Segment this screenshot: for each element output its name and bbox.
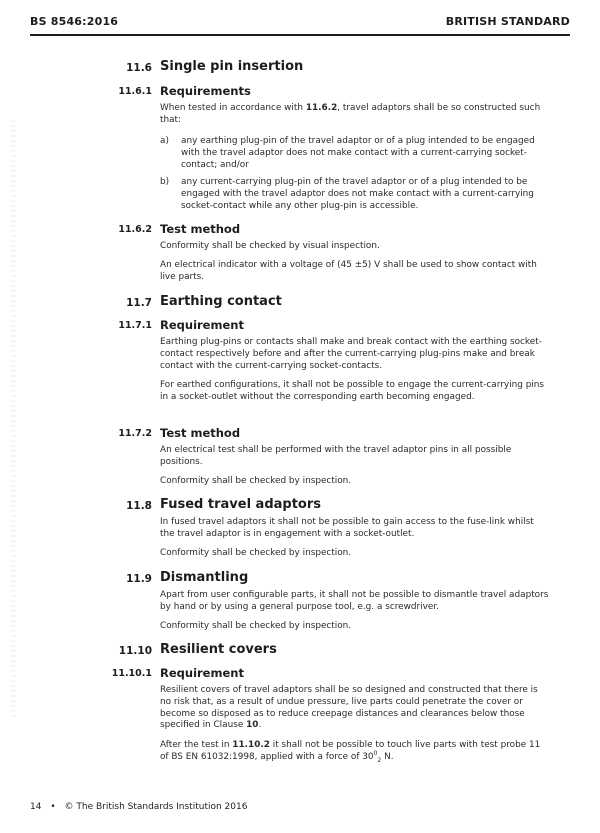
paragraph: When tested in accordance with 11.6.2, travel adaptors shall be so constructed such that:	[160, 103, 541, 125]
clause-title-11-6: Single pin insertion	[160, 59, 304, 74]
clause-title-11-7-2: Test method	[160, 426, 241, 440]
clause-title-11-6-1: Requirements	[160, 84, 251, 98]
paragraph: Conformity shall be checked by inspection.	[160, 476, 352, 486]
list-item-label: b)	[160, 177, 170, 187]
clause-number-11-7-2: 11.7.2	[118, 428, 152, 439]
paragraph: For earthed configurations, it shall not be possible to engage the current-carrying pins in a socket-outlet without the corresponding earth becoming engaged.	[160, 380, 545, 402]
page-number: 14	[30, 802, 42, 812]
list-item: any current-carrying plug-pin of the travel adaptor or of a plug intended to be engaged with the travel adaptor does not make contact with a current-carrying socket-contact while any other plug-pin is accessible.	[181, 177, 534, 211]
paragraph: Earthing plug-pins or contacts shall make and break contact with the earthing socket-contact respectively before and after the current-carrying plug-pins make and break contact with the current-carrying socket-contacts.	[160, 337, 542, 371]
paragraph: An electrical test shall be performed with the travel adaptor pins in all possible positions.	[160, 445, 512, 467]
paragraph: Conformity shall be checked by inspection.	[160, 548, 352, 558]
clause-title-11-7-1: Requirement	[160, 318, 244, 332]
clause-number-11-9: 11.9	[126, 573, 152, 585]
clause-number-11-8: 11.8	[126, 500, 152, 512]
page-edge-watermark	[10, 120, 16, 720]
standard-number: BS 8546:2016	[30, 15, 119, 28]
running-header	[30, 12, 570, 36]
clause-number-11-10-1: 11.10.1	[111, 668, 152, 679]
clause-number-11-6: 11.6	[126, 62, 152, 74]
clause-number-11-6-2: 11.6.2	[118, 224, 152, 235]
copyright-notice: © The British Standards Institution 2016	[64, 802, 248, 812]
clause-title-11-7: Earthing contact	[160, 294, 282, 309]
paragraph: Conformity shall be checked by visual inspection.	[160, 241, 380, 251]
list-item-label: a)	[160, 136, 169, 146]
clause-title-11-8: Fused travel adaptors	[160, 497, 321, 512]
clause-number-11-7: 11.7	[126, 297, 152, 309]
paragraph: In fused travel adaptors it shall not be possible to gain access to the fuse-link whilst the travel adaptor is in engagement with a socket-outlet.	[160, 517, 534, 539]
clause-number-11-6-1: 11.6.1	[118, 86, 152, 97]
list-item: any earthing plug-pin of the travel adaptor or of a plug intended to be engaged with the travel adaptor does not make contact with a current-carrying socket-contact; and/or	[181, 136, 535, 170]
paragraph: An electrical indicator with a voltage of (45 ±5) V shall be used to show contact with live parts.	[160, 260, 537, 282]
clause-title-11-9: Dismantling	[160, 570, 249, 585]
page-footer	[30, 802, 247, 812]
clause-number-11-10: 11.10	[118, 645, 152, 657]
clause-title-11-6-2: Test method	[160, 222, 241, 236]
clause-number-11-7-1: 11.7.1	[118, 320, 152, 331]
paragraph: Apart from user configurable parts, it shall not be possible to dismantle travel adaptors by hand or by using a general purpose tool, e.g. a screwdriver.	[160, 590, 549, 612]
paragraph: Conformity shall be checked by inspection.	[160, 621, 352, 631]
footer-bullet: •	[50, 802, 56, 812]
clause-title-11-10: Resilient covers	[160, 642, 277, 657]
standard-type: BRITISH STANDARD	[445, 15, 570, 28]
paragraph: After the test in 11.10.2 it shall not be possible to touch live parts with test probe 11 of BS EN 61032:1998, applied with a force of $30^0_2$ N.	[160, 740, 541, 764]
paragraph: Resilient covers of travel adaptors shall be so designed and constructed that there is no risk that, as a result of undue pressure, live parts could penetrate the cover or become so disposed as to reduce creepage distances and clearances below those specified in Clause 10.	[160, 685, 538, 731]
clause-title-11-10-1: Requirement	[160, 666, 244, 680]
